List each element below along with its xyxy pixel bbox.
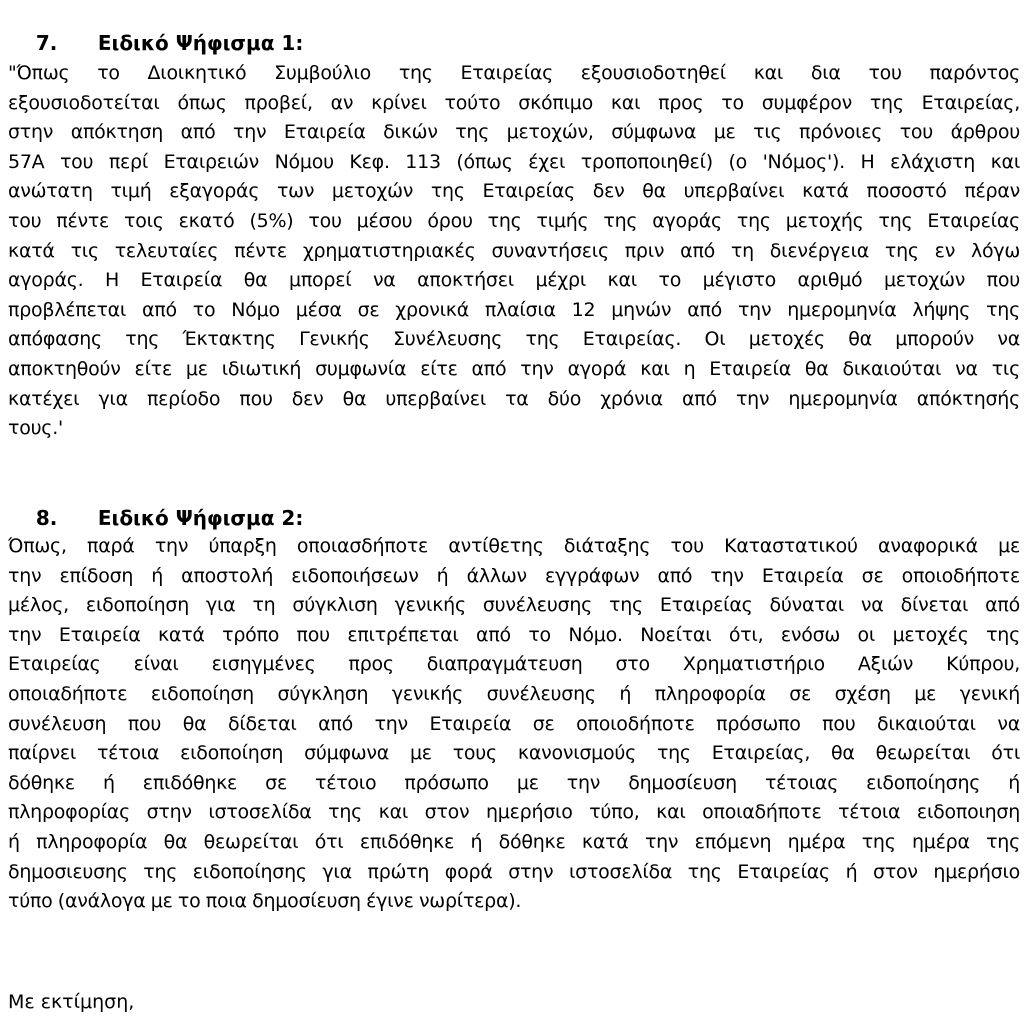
paragraph-line: στην απόκτηση από την Εταιρεία δικών της μετοχών, σύμφωνα με τις πρόνοιες του άρθρου bbox=[8, 121, 1020, 144]
paragraph-line: προβλέπεται από το Νόμο μέσα σε χρονικά πλαίσια 12 μηνών από την ημερομηνία λήψης της bbox=[8, 298, 1020, 321]
paragraph-line: ή πληροφορία θα θεωρείται ότι επιδόθηκε ή δόθηκε κατά την επόμενη ημέρα της ημέρα της bbox=[8, 830, 1020, 853]
paragraph-line: την επίδοση ή αποστολή ειδοποιήσεων ή άλλων εγγράφων από την Εταιρεία σε οποιοδήποτε bbox=[8, 564, 1020, 587]
section-7-title: Ειδικό Ψήφισμα 1: bbox=[97, 31, 304, 55]
section-7-paragraph bbox=[8, 59, 1020, 444]
closing-salutation: Με εκτίμηση, bbox=[8, 991, 135, 1013]
paragraph-line: δόθηκε ή επιδόθηκε σε τέτοιο πρόσωπο με την δημοσίευση τέτοιας ειδοποίησης ή bbox=[8, 771, 1020, 794]
paragraph-line: οποιαδήποτε ειδοποίηση σύγκληση γενικής συνέλευσης ή πληροφορία σε σχέση με γενική bbox=[8, 682, 1020, 705]
section-8-number: 8. bbox=[35, 506, 58, 530]
section-8-title: Ειδικό Ψήφισμα 2: bbox=[97, 506, 304, 530]
paragraph-line: τους.' bbox=[8, 417, 63, 440]
paragraph-line: Εταιρείας είναι εισηγμένες προς διαπραγμάτευση στο Χρηματιστήριο Αξιών Κύπρου, bbox=[8, 653, 1020, 676]
paragraph-line: κατά τις τελευταίες πέντε χρηματιστηριακές συναντήσεις πριν από τη διενέργεια της εν λόγω bbox=[8, 239, 1020, 262]
paragraph-line: συνέλευση που θα δίδεται από την Εταιρεία σε οποιοδήποτε πρόσωπο που δικαιούται να bbox=[8, 712, 1020, 735]
paragraph-line: δημοσιευσης της ειδοποίησης για πρώτη φορά στην ιστοσελίδα της Εταιρείας ή στον ημερήσιο bbox=[8, 860, 1020, 883]
paragraph-line: αποκτηθούν είτε με ιδιωτική συμφωνία είτε από την αγορά και η Εταιρεία θα δικαιούται να τις bbox=[8, 357, 1020, 380]
paragraph-line: εξουσιοδοτείται όπως προβεί, αν κρίνει τούτο σκόπιμο και προς το συμφέρον της Εταιρείας, bbox=[8, 91, 1020, 114]
paragraph-line: την Εταιρεία κατά τρόπο που επιτρέπεται από το Νόμο. Νοείται ότι, ενόσω οι μετοχές της bbox=[8, 623, 1020, 646]
paragraph-line: πληροφορίας στην ιστοσελίδα της και στον ημερήσιο τύπο, και οποιαδήποτε τέτοια ειδοποιηση bbox=[8, 801, 1020, 824]
paragraph-line: Όπως, παρά την ύπαρξη οποιασδήποτε αντίθετης διάταξης του Καταστατικού αναφορικά με bbox=[8, 535, 1020, 557]
paragraph-line: του πέντε τοις εκατό (5%) του μέσου όρου της τιμής της αγοράς της μετοχής της Εταιρείας bbox=[8, 209, 1020, 232]
paragraph-line: μέλος, ειδοποίηση για τη σύγκλιση γενικής συνέλευσης της Εταιρείας δύναται να δίνεται από bbox=[8, 594, 1020, 617]
paragraph-line: "Όπως το Διοικητικό Συμβούλιο της Εταιρείας εξουσιοδοτηθεί και δια του παρόντος bbox=[8, 62, 1020, 84]
paragraph-line: παίρνει τέτοια ειδοποίηση σύμφωνα με τους κανονισμούς της Εταιρείας, θα θεωρείται ότι bbox=[8, 742, 1020, 765]
paragraph-line: τύπο (ανάλογα με το ποια δημοσίευση έγινε νωρίτερα). bbox=[8, 890, 522, 913]
paragraph-line: απόφασης της Έκτακτης Γενικής Συνέλευσης της Εταιρείας. Οι μετοχές θα μπορούν να bbox=[8, 328, 1020, 351]
paragraph-line: αγοράς. Η Εταιρεία θα μπορεί να αποκτήσει μέχρι και το μέγιστο αριθμό μετοχών που bbox=[8, 269, 1020, 292]
section-8-paragraph bbox=[8, 532, 1020, 917]
section-7-number: 7. bbox=[35, 31, 58, 55]
paragraph-line: κατέχει για περίοδο που δεν θα υπερβαίνει τα δύο χρόνια από την ημερομηνία απόκτησής bbox=[8, 387, 1020, 410]
paragraph-line: ανώτατη τιμή εξαγοράς των μετοχών της Εταιρείας δεν θα υπερβαίνει κατά ποσοστό πέραν bbox=[8, 180, 1020, 203]
paragraph-line: 57Α του περί Εταιρειών Νόμου Κεφ. 113 (όπως έχει τροποποιηθεί) (ο 'Νόμος'). Η ελάχιστη και bbox=[8, 150, 1020, 173]
